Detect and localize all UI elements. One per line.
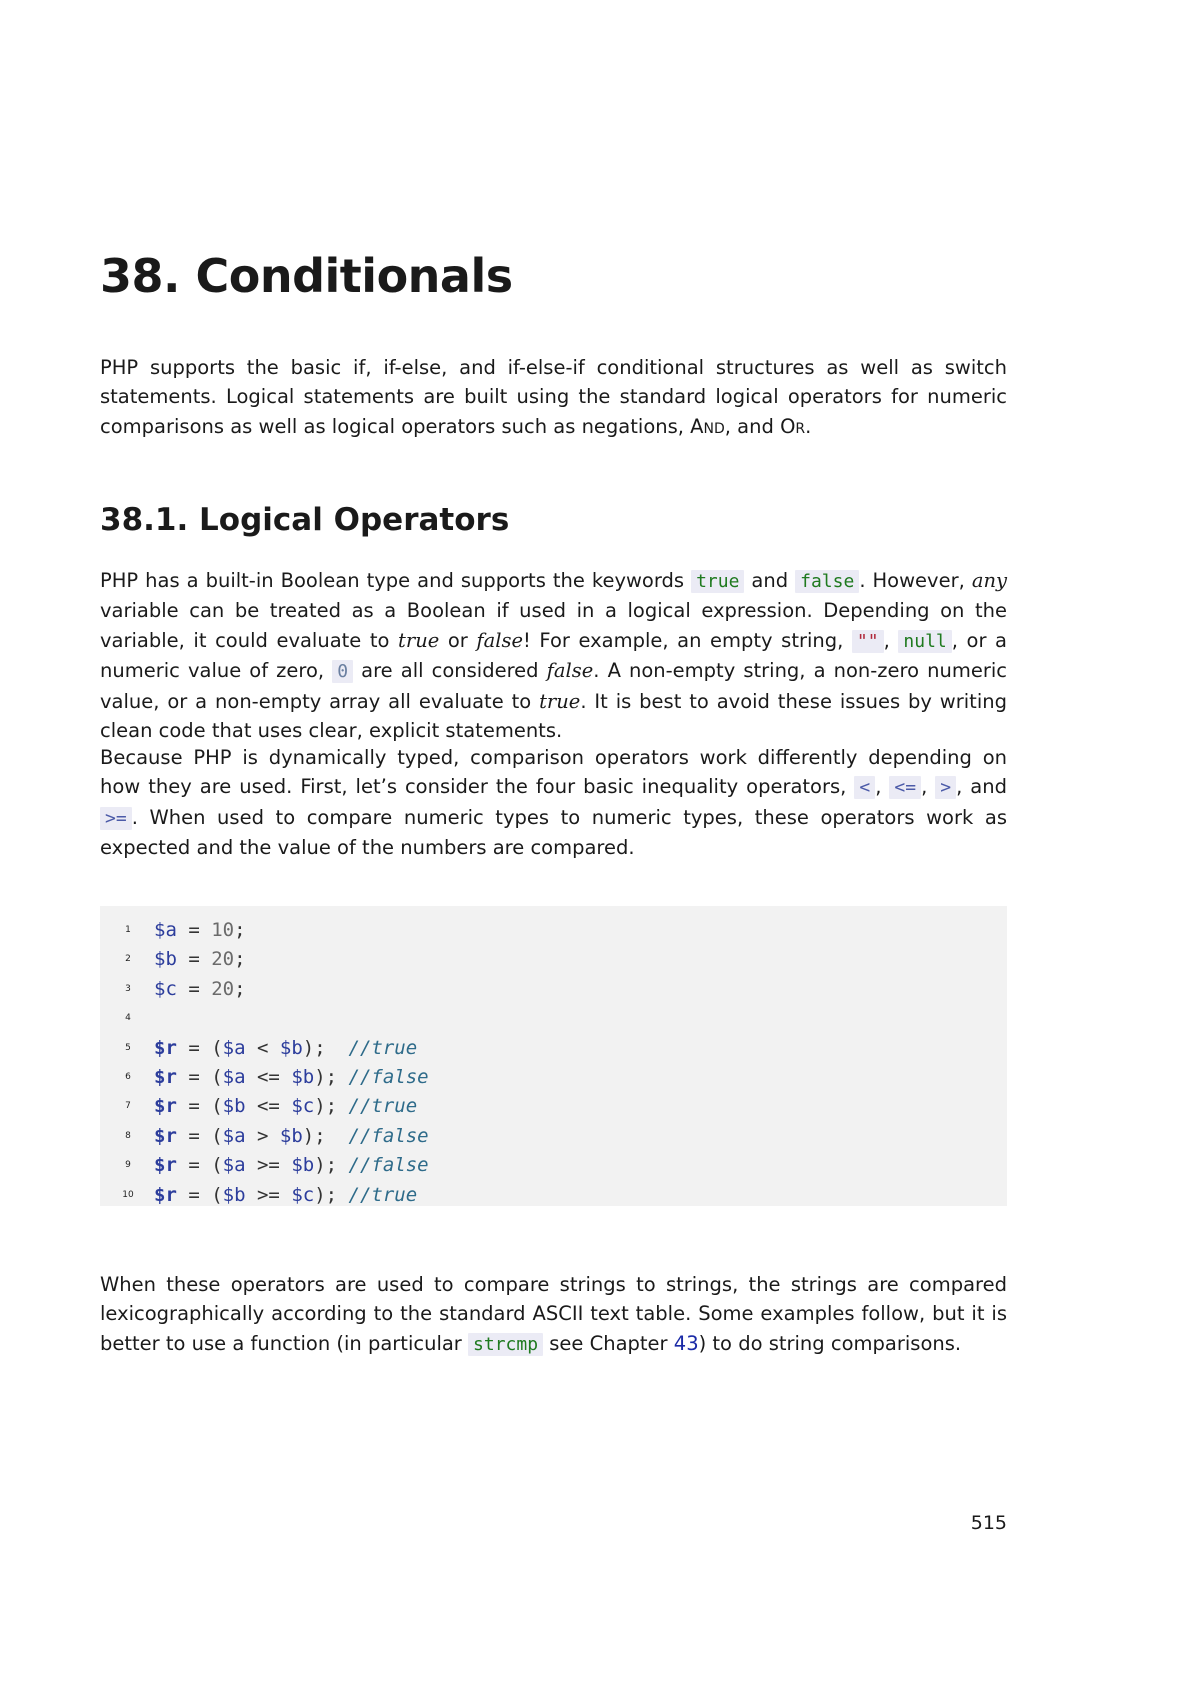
code-variable: $a <box>222 1154 246 1177</box>
greater-than-operator: > <box>935 776 956 799</box>
code-operator: >= <box>245 1154 292 1177</box>
code-comment: //true <box>348 1095 418 1118</box>
code-comment: //false <box>348 1066 429 1088</box>
code-punct: ); <box>302 1036 349 1059</box>
code-variable: $b <box>222 1183 246 1206</box>
section-title: 38.1. Logical Operators <box>100 502 510 538</box>
code-punct: = ( <box>176 1154 223 1177</box>
code-variable: $r <box>154 1066 177 1088</box>
chapter-title: 38. Conditionals <box>100 249 513 303</box>
code-number: 20 <box>211 948 235 971</box>
code-variable: $c <box>291 1095 315 1118</box>
code-punct: = <box>176 919 212 941</box>
code-text <box>154 916 246 945</box>
less-than-operator: < <box>854 776 875 799</box>
code-punct: = ( <box>176 1095 223 1118</box>
code-text <box>154 1092 417 1121</box>
code-operator: >= <box>245 1183 292 1206</box>
strings-paragraph: When these operators are used to compare strings to strings, the strings are compared lexicographically according to the standard ASCII text table. Some examples follow, but it is better to use a function (in particular strcmp see Chapter 43) to do string comparisons. <box>100 1273 1007 1355</box>
code-operator: > <box>245 1124 280 1147</box>
code-variable: $b <box>222 1095 246 1118</box>
code-text <box>154 1034 417 1063</box>
code-text <box>154 1122 429 1151</box>
intro-paragraph: PHP supports the basic if, if-else, and if-else-if conditional structures as well as switch statements. Logical statements are built using the standard logical operators for numeric comparisons as well as logical operators such as negations, And, and Or. <box>100 356 1007 438</box>
null-keyword: null <box>898 630 951 653</box>
code-variable: $a <box>222 1066 246 1088</box>
code-listing <box>100 906 1007 1206</box>
code-punct: ); <box>314 1095 349 1118</box>
line-number: 7 <box>125 1101 131 1112</box>
line-number: 6 <box>125 1072 131 1082</box>
code-punct: = ( <box>176 1183 223 1206</box>
code-punct: ; <box>234 919 246 941</box>
code-punct: ); <box>314 1066 349 1088</box>
code-punct: = ( <box>176 1124 223 1147</box>
code-variable: $b <box>154 948 177 971</box>
code-variable: $c <box>291 1183 315 1206</box>
code-punct: = ( <box>176 1066 223 1088</box>
code-variable: $a <box>222 1124 246 1147</box>
code-comment: //true <box>348 1036 418 1059</box>
less-equal-operator: <= <box>889 776 921 799</box>
code-variable: $r <box>154 1036 177 1059</box>
greater-equal-operator: >= <box>100 807 132 830</box>
code-variable: $c <box>154 977 177 1000</box>
code-punct: ; <box>234 948 246 971</box>
code-punct: = <box>176 948 212 971</box>
code-punct: ); <box>314 1154 349 1177</box>
code-variable: $r <box>154 1183 177 1206</box>
code-text <box>154 945 246 974</box>
code-number: 10 <box>211 919 235 941</box>
empty-string-literal: "" <box>852 630 884 653</box>
code-number: 20 <box>211 977 235 1000</box>
and-operator-name: And <box>690 414 725 438</box>
code-comment: //false <box>348 1154 429 1177</box>
code-variable: $b <box>279 1036 303 1059</box>
code-punct: ); <box>314 1183 349 1206</box>
line-number: 3 <box>125 983 131 994</box>
code-text <box>154 975 246 1004</box>
line-number: 5 <box>125 1042 131 1053</box>
page-number: 515 <box>970 1512 1007 1534</box>
code-text <box>154 1063 429 1092</box>
code-punct: ); <box>302 1124 349 1147</box>
code-text <box>154 1181 417 1210</box>
code-variable: $r <box>154 1095 177 1118</box>
line-number: 8 <box>125 1130 131 1141</box>
code-operator: <= <box>245 1066 292 1088</box>
line-number: 10 <box>122 1189 134 1200</box>
code-variable: $a <box>222 1036 246 1059</box>
code-comment: //false <box>348 1124 429 1147</box>
code-variable: $r <box>154 1154 177 1177</box>
code-operator: <= <box>245 1095 292 1118</box>
chapter-reference-link[interactable]: 43 <box>673 1331 699 1355</box>
or-operator-name: Or <box>780 414 806 438</box>
true-keyword: true <box>691 570 744 593</box>
code-variable: $a <box>154 919 177 941</box>
code-variable: $r <box>154 1124 177 1147</box>
strcmp-function: strcmp <box>468 1333 543 1356</box>
code-variable: $b <box>291 1066 315 1088</box>
code-variable: $b <box>279 1124 303 1147</box>
line-number: 9 <box>125 1160 131 1171</box>
code-punct: = <box>176 977 212 1000</box>
line-number: 4 <box>125 1013 131 1024</box>
code-operator: < <box>245 1036 280 1059</box>
boolean-paragraph: PHP has a built-in Boolean type and supports the keywords true and false . However, any variable can be treated as a Boolean if used in a logical expression. Depending on the variable, it could evaluate to true or false! For example, an empty string, "" , null , or a numeric value of zero, 0 are all considered false. A non-empty string, a non-zero numeric value, or a non-empty array all evaluate to true. It is best to avoid these issues by writing clean code that uses clear, explicit statements. <box>100 569 1008 743</box>
line-number: 2 <box>125 954 131 965</box>
code-variable: $b <box>291 1154 315 1177</box>
code-comment: //true <box>348 1183 418 1206</box>
code-punct: ; <box>234 977 246 1000</box>
code-text <box>154 1151 429 1180</box>
line-number: 1 <box>125 925 131 935</box>
comparison-paragraph: Because PHP is dynamically typed, comparison operators work differently depending on how they are used. First, let’s consider the four basic inequality operators, < , <= , > , and >= . When used to compare numeric types to numeric types, these operators work as expected and the value of the numbers are compared. <box>100 746 1007 860</box>
zero-literal: 0 <box>332 660 353 683</box>
false-keyword: false <box>795 570 859 593</box>
code-punct: = ( <box>176 1036 223 1059</box>
